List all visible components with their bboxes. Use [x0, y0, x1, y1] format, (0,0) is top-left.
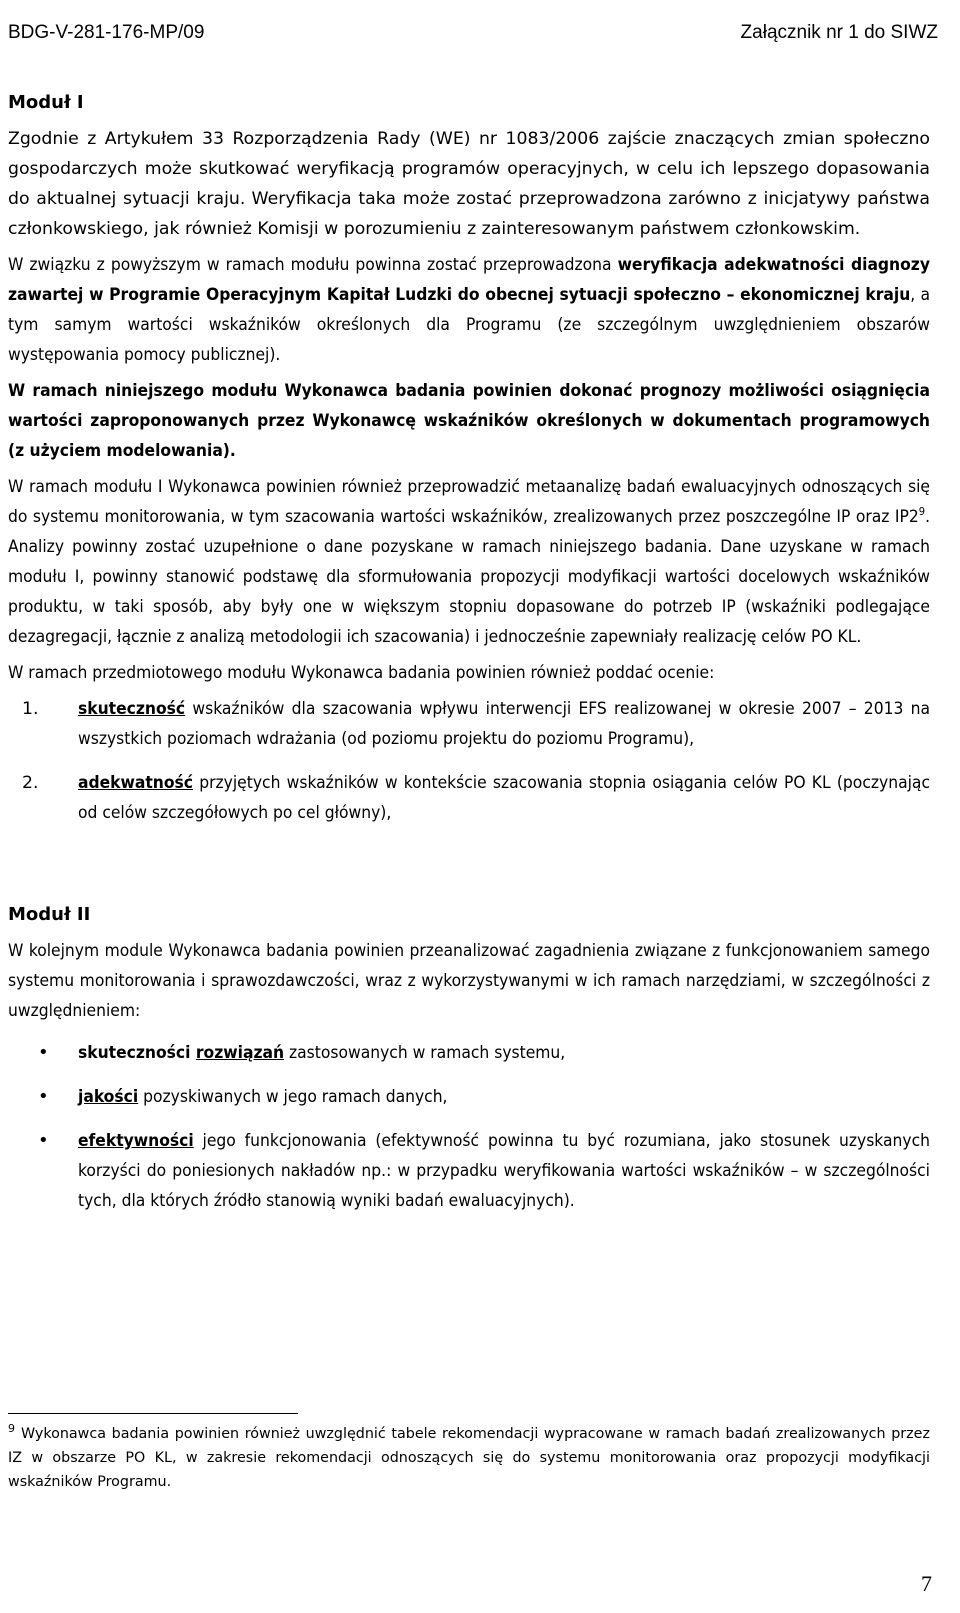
- list-item-body: wskaźników dla szacowania wpływu interwencji EFS realizowanej w okresie 2007 – 2013 na wszystkich poziomach wdrażania (od poziomu projektu do poziomu Programu),: [78, 699, 930, 749]
- list-item-text: [78, 1126, 930, 1216]
- list-item-body: jego funkcjonowania (efektywność powinna tu być rozumiana, jako stosunek uzyskanych korzyści do poniesionych nakładów np.: w przypadku weryfikowania wartości wskaźników – w szczególności tych, dla których źródło stanowią wyniki badań ewaluacyjnych).: [78, 1131, 930, 1211]
- list-item-keyword: jakości: [78, 1087, 139, 1107]
- paragraph-2-bold: weryfikacja adekwatności diagnozy zawartej w Programie Operacyjnym Kapitał Ludzki do obecnej sytuacji społeczno – ekonomicznej kraju: [8, 255, 930, 305]
- paragraph-2-part-b: , a tym samym wartości wskaźników określonych dla Programu (ze szczególnym uwzględnieniem obszarów występowania pomocy publicznej).: [8, 285, 931, 365]
- list-item: [8, 694, 930, 754]
- list-item-body: przyjętych wskaźników w kontekście szacowania stopnia osiągania celów PO KL (poczynając od celów szczegółowych po cel główny),: [78, 773, 930, 823]
- list-item-text: [78, 694, 930, 754]
- list-item: [8, 768, 930, 828]
- module-1-paragraph-1: [8, 124, 930, 244]
- list-item: [8, 1126, 930, 1216]
- footnote-reference: 9: [918, 505, 926, 519]
- analysis-aspects-list: [8, 1038, 930, 1216]
- list-item-text: [78, 768, 930, 828]
- paragraph-4-part-a: W ramach modułu I Wykonawca powinien również przeprowadzić metaanalizę badań ewaluacyjnych odnoszących się do systemu monitorowania, w tym szacowania wartości wskaźników, zrealizowanych przez poszczególne IP oraz IP2: [8, 477, 930, 527]
- bullet-icon: •: [38, 1042, 49, 1063]
- list-item-keyword: rozwiązań: [195, 1043, 285, 1063]
- footnote-separator: [8, 1413, 298, 1414]
- paragraph-3-bold: W ramach niniejszego modułu Wykonawca badania powinien dokonać prognozy możliwości osiągnięcia wartości zaproponowanych przez Wykonawcę wskaźników określonych w dokumentach programowych (z użyciem modelowania).: [8, 381, 930, 461]
- module-1-paragraph-3: [8, 376, 930, 466]
- footnote-mark: 9: [8, 1422, 15, 1436]
- list-item-body: zastosowanych w ramach systemu,: [284, 1043, 566, 1063]
- list-item-number: 2.: [22, 773, 39, 793]
- footnote: [8, 1422, 930, 1494]
- bullet-icon: •: [38, 1086, 49, 1107]
- list-item-text: [78, 1082, 930, 1112]
- module-2-paragraph-1: W kolejnym module Wykonawca badania powinien przeanalizować zagadnienia związane z funkcjonowaniem samego systemu monitorowania i sprawozdawczości, wraz z wykorzystywanymi w ich ramach narzędziami, w szczególności z uwzględnieniem:: [8, 941, 930, 1021]
- list-item-keyword: skuteczność: [78, 699, 186, 719]
- list-item-body: pozyskiwanych w jego ramach danych,: [138, 1087, 448, 1107]
- header-attachment-label: Załącznik nr 1 do SIWZ: [740, 22, 938, 43]
- list-item-keyword-lead: skuteczności: [78, 1043, 196, 1063]
- list-item-keyword: efektywności: [78, 1131, 194, 1151]
- header-document-id: BDG-V-281-176-MP/09: [8, 22, 205, 43]
- list-item-text: [78, 1038, 930, 1068]
- paragraph-2-part-a: W związku z powyższym w ramach modułu powinna zostać przeprowadzona: [8, 255, 618, 275]
- main-content: [8, 88, 930, 1230]
- list-item: [8, 1082, 930, 1112]
- list-item-number: 1.: [22, 699, 39, 719]
- module-1-paragraph-5: W ramach przedmiotowego modułu Wykonawca badania powinien również poddać ocenie:: [8, 663, 715, 683]
- list-item: [8, 1038, 930, 1068]
- list-item-keyword: adekwatność: [78, 773, 194, 793]
- paragraph-1-part-b: Weryfikacja taka może zostać przeprowadzona zarówno z inicjatywy państwa członkowskiego, jak również Komisji w porozumieniu z zainteresowanym państwem członkowskim.: [8, 189, 931, 239]
- bullet-icon: •: [38, 1130, 49, 1151]
- paragraph-1-part-a: Zgodnie z Artykułem 33 Rozporządzenia Rady (WE) nr 1083/2006 zajście znaczących zmian społeczno gospodarczych może skutkować weryfikacją programów operacyjnych, w celu ich lepszego dopasowania do aktualnej sytuacji kraju.: [8, 129, 930, 209]
- page-number: 7: [921, 1571, 932, 1596]
- module-1-heading: Moduł I: [8, 92, 84, 113]
- paragraph-4-part-b: . Analizy powinny zostać uzupełnione o dane pozyskane w ramach niniejszego badania. Dane uzyskane w ramach modułu I, powinny stanowić podstawę dla sformułowania propozycji modyfikacji wartości docelowych wskaźników produktu, w taki sposób, aby były one w większym stopniu dopasowane do potrzeb IP (wskaźniki podlegające dezagregacji, łącznie z analizą metodologii ich szacowania) i jednocześnie zapewniały realizację celów PO KL.: [8, 507, 930, 647]
- module-1-paragraph-2: [8, 250, 930, 370]
- footnote-text: Wykonawca badania powinien również uwzględnić tabele rekomendacji wypracowane w ramach badań zrealizowanych przez IZ w obszarze PO KL, w zakresie rekomendacji odnoszących się do systemu monitorowania oraz propozycji modyfikacji wskaźników Programu.: [8, 1426, 930, 1490]
- module-2-heading: Moduł II: [8, 904, 91, 925]
- evaluation-criteria-list: [8, 694, 930, 828]
- module-1-paragraph-4: [8, 472, 930, 652]
